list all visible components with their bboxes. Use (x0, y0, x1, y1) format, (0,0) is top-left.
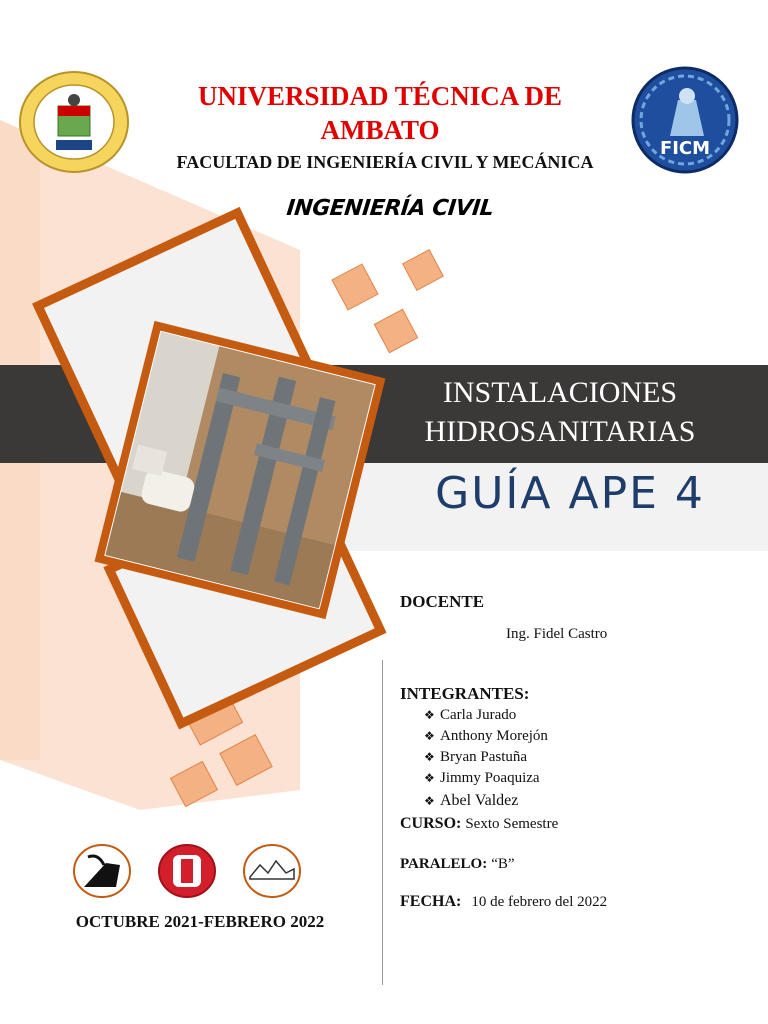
diamond-bullet-icon: ❖ (424, 708, 435, 722)
parallel-label: PARALELO: (400, 856, 488, 872)
diamond-bullet-icon: ❖ (424, 794, 435, 808)
member-name: Anthony Morejón (440, 728, 548, 744)
date-label: FECHA: (400, 893, 462, 910)
landscape-emblem-icon (242, 843, 302, 899)
date-row (400, 893, 607, 911)
subject-line1: INSTALACIONES (442, 376, 678, 409)
subject-line2: HIDROSANITARIAS (424, 415, 696, 448)
divider-line (382, 660, 383, 985)
teacher-label: DOCENTE (400, 592, 485, 611)
guide-title: GUÍA APE 4 (435, 468, 705, 519)
course-value: Sexto Semestre (465, 816, 559, 832)
faculty-name: FACULTAD DE INGENIERÍA CIVIL Y MECÁNICA (176, 152, 594, 172)
member-item (424, 707, 516, 724)
academic-period: OCTUBRE 2021-FEBRERO 2022 (75, 912, 325, 931)
member-name: Carla Jurado (440, 707, 517, 723)
career-name: INGENIERÍA CIVIL (285, 196, 495, 221)
course-row (400, 815, 558, 833)
member-item (424, 728, 548, 745)
member-item (424, 770, 540, 787)
members-label: INTEGRANTES: (400, 684, 530, 703)
parallel-row (400, 855, 515, 873)
university-name-line2: AMBATO (320, 115, 440, 145)
member-name: Jimmy Poaquiza (440, 770, 540, 786)
ficm-logo-label: FICM (659, 138, 711, 159)
member-item (424, 792, 518, 810)
parallel-value: “B” (491, 856, 515, 872)
university-name-line1: UNIVERSIDAD TÉCNICA DE (197, 81, 563, 111)
civil-engineering-emblem-icon (157, 843, 217, 899)
diamond-bullet-icon: ❖ (424, 729, 435, 743)
member-name: Bryan Pastuña (440, 749, 528, 765)
member-item (424, 749, 527, 766)
mining-pick-icon (72, 843, 132, 899)
teacher-name: Ing. Fidel Castro (506, 626, 608, 642)
course-label: CURSO: (400, 815, 462, 832)
date-value: 10 de febrero del 2022 (471, 894, 608, 910)
member-name: Abel Valdez (440, 792, 519, 809)
diamond-bullet-icon: ❖ (424, 771, 435, 785)
diamond-bullet-icon: ❖ (424, 750, 435, 764)
